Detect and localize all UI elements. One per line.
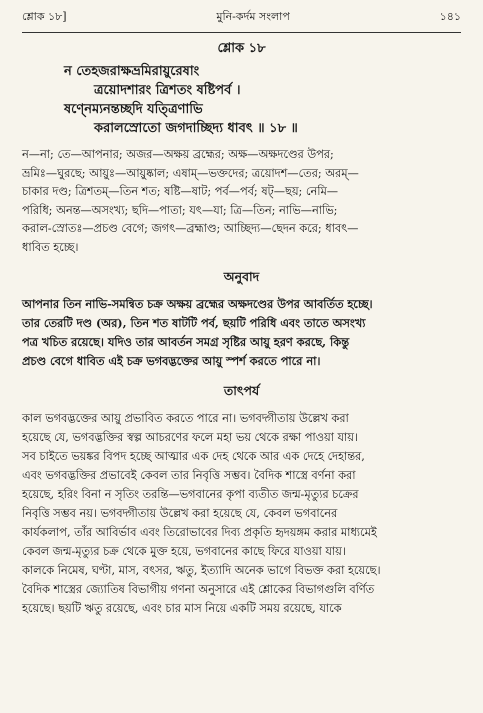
verse-number: শ্লোক ১৮ [217, 41, 266, 56]
synonym-line: করাল-স্রোতঃ—প্রচণ্ড বেগে; জগৎ—ব্রহ্মাণ্ড; আচ্ছিদ্য—ছেদন করে; ধাবৎ— [22, 222, 359, 235]
page-number: ১৪১ [439, 10, 461, 23]
synonym-line: ভ্রমিঃ—ঘুরছে; আয়ুঃ—আয়ুষ্কাল; এষাম্—ভক্তদের; ত্রয়োদশ—তের; অরম্— [22, 166, 359, 180]
purport-line: হয়েছে, হরিং বিনা ন সৃতিং তরন্তি—ভগবানের কৃপা ব্যতীত জন্ম-মৃত্যুর চক্রের [22, 488, 359, 501]
purport-line: সব চাইতে ভয়ঙ্কর বিপদ হচ্ছে আত্মার এক দেহ থেকে আর এক দেহে দেহান্তর, [22, 450, 365, 463]
translation-paragraph [22, 295, 461, 371]
purport-line: কেবল জন্ম-মৃত্যুর চক্র থেকে মুক্ত হয়ে, ভগবানের কাছে ফিরে যাওয়া যায়। [22, 545, 346, 558]
verse-line: ত্রয়োদশারং ত্রিশতং ষষ্টিপর্ব । [94, 83, 241, 98]
translation-line: তার তেরটি দণ্ড (অর), তিন শত ষাটটি পর্ব, ছয়টি পরিধি এবং তাতে অসংখ্য [22, 316, 366, 330]
purport-line: বৈদিক শাস্ত্রের জ্যোতিষ বিভাগীয় গণনা অনুসারে এই শ্লোকের বিভাগগুলি বর্ণিত [22, 583, 375, 596]
purport-line: কালকে নিমেষ, ঘণ্টা, মাস, বৎসর, ঋতু, ইত্যাদি অনেক ভাগে বিভক্ত করা হয়েছে। [22, 564, 381, 577]
header-verse-ref: শ্লোক ১৮] [22, 10, 67, 23]
synonyms-paragraph [22, 146, 461, 257]
purport-paragraph [22, 409, 461, 618]
synonym-line: চাকার দণ্ড; ত্রিশতম্—তিন শত; ষষ্টি—ষাট; পর্ব—পর্ব; ষট্—ছয়; নেমি— [22, 185, 339, 198]
synonym-line: ধাবিত হচ্ছে। [22, 240, 79, 254]
purport-line: কাল ভগবদ্ভক্তের আয়ু প্রভাবিত করতে পারে না। ভগবদ্গীতায় উল্লেখ করা [22, 412, 349, 425]
purport-line: হয়েছে। ছয়টি ঋতু রয়েছে, এবং চার মাস নিয়ে একটি সময় রয়েছে, যাকে [22, 602, 342, 615]
verse-line: করালস্রোতো জগদাচ্ছিদ্য ধাবৎ ॥ ১৮ ॥ [94, 121, 298, 136]
header-chapter-title: মুনি-কর্দম সংলাপ [216, 10, 290, 23]
translation-line: পত্র খচিত রয়েছে। যদিও তার আবর্তন সমগ্র সৃষ্টির আয়ু হরণ করছে, কিন্তু [22, 335, 349, 349]
header-rule [22, 32, 461, 33]
verse-line: ষণ্নেম্যনন্তচ্ছদি যত্ত্রিণাভি [64, 102, 203, 117]
verse-line: ন তেহজরাক্ষভ্রমিরায়ুরেষাং [64, 64, 200, 79]
purport-heading: তাৎপর্য [223, 383, 260, 398]
purport-line: কার্যকলাপ, তাঁর আবির্ভাব এবং তিরোভাবের দিব্য প্রকৃতি হৃদয়ঙ্গম করার মাধ্যমেই [22, 526, 377, 539]
translation-line: প্রচণ্ড বেগে ধাবিত এই চক্র ভগবদ্ভক্তের আয়ু স্পর্শ করতে পারে না। [22, 354, 321, 368]
translation-line: আপনার তিন নাভি-সমন্বিত চক্র অক্ষয় ব্রহ্মের অক্ষদণ্ডের উপর আবর্তিত হচ্ছে। [22, 297, 373, 311]
verse-block [22, 62, 461, 138]
purport-line: এবং ভগবদ্ভক্তির প্রভাবেই কেবল তার নিবৃত্তি সম্ভব। বৈদিক শাস্ত্রে বর্ণনা করা [22, 469, 356, 482]
translation-heading: অনুবাদ [223, 269, 260, 284]
synonym-line: পরিধি; অনন্ত—অসংখ্য; ছদি—পাতা; যৎ—যা; ত্রি—তিন; নাভি—নাভি; [22, 203, 338, 217]
running-header [22, 8, 461, 30]
synonym-line: ন—না; তে—আপনার; অজর—অক্ষয় ব্রহ্মের; অক্ষ—অক্ষদণ্ডের উপর; [22, 148, 334, 161]
purport-line: হয়েছে যে, ভগবদ্ভক্তির স্বল্প আচরণের ফলে মহা ভয় থেকে রক্ষা পাওয়া যায়। [22, 431, 358, 444]
purport-line: নিবৃত্তি সম্ভব নয়। ভগবদ্গীতায় উল্লেখ করা হয়েছে যে, কেবল ভগবানের [22, 507, 338, 520]
